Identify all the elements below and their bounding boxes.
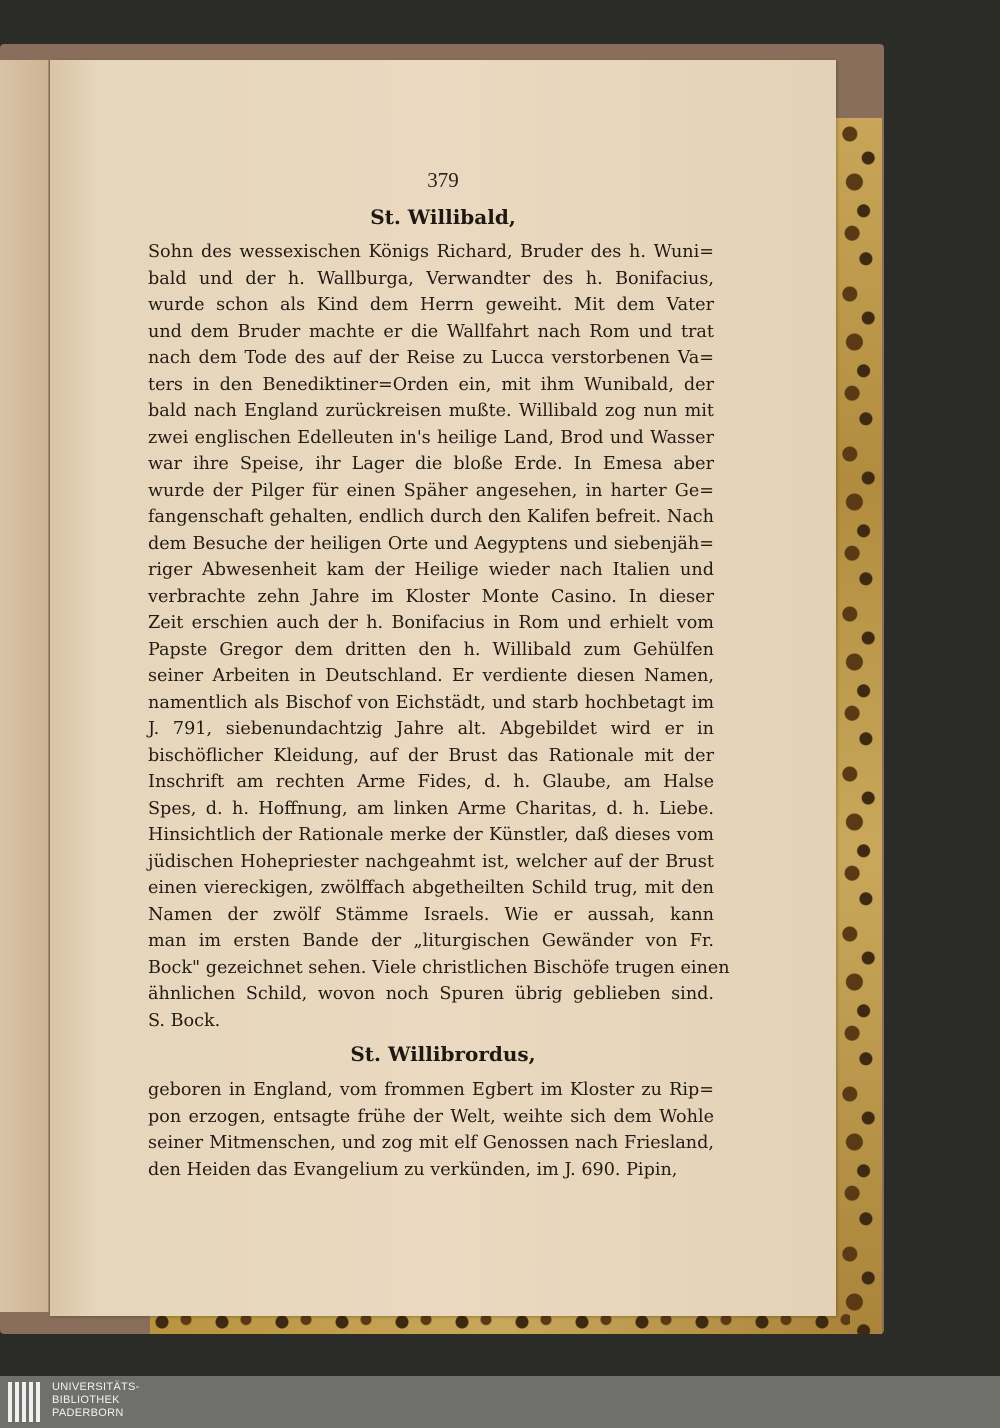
book-page: [50, 60, 836, 1316]
text-line: ähnlichen Schild, wovon noch Spuren übrig geblieben sind.: [148, 984, 714, 1004]
text-line: geboren in England, vom frommen Egbert im Kloster zu Rip=: [148, 1080, 714, 1100]
library-footer: [0, 1376, 1000, 1428]
text-line: den Heiden das Evangelium zu verkünden, im J. 690. Pipin,: [148, 1159, 678, 1180]
text-line: bald nach England zurückreisen mußte. Willibald zog nun mit: [148, 401, 714, 421]
text-line: einen viereckigen, zwölffach abgetheilten Schild trug, mit den: [148, 878, 714, 898]
section-heading-willibald: St. Willibald,: [370, 205, 516, 229]
text-line: pon erzogen, entsagte frühe der Welt, weihte sich dem Wohle: [148, 1106, 714, 1127]
library-logo-icon: [8, 1382, 44, 1422]
text-line: zwei englischen Edelleuten in's heilige Land, Brod und Wasser: [148, 427, 714, 448]
library-name-line-2: BIBLIOTHEK: [52, 1394, 120, 1406]
text-line: Zeit erschien auch der h. Bonifacius in Rom und erhielt vom: [148, 613, 714, 633]
library-name: [52, 1381, 140, 1420]
text-line: war ihre Speise, ihr Lager die bloße Erde. In Emesa aber: [148, 454, 714, 474]
text-line: Sohn des wessexischen Königs Richard, Bruder des h. Wuni=: [148, 242, 714, 262]
text-line: Spes, d. h. Hoffnung, am linken Arme Charitas, d. h. Liebe.: [148, 798, 714, 819]
page-number: 379: [427, 168, 459, 192]
text-line: wurde schon als Kind dem Herrn geweiht. Mit dem Vater: [148, 295, 714, 315]
text-line: verbrachte zehn Jahre im Kloster Monte Casino. In dieser: [148, 586, 714, 607]
text-line: J. 791, siebenundachtzig Jahre alt. Abgebildet wird er in: [148, 719, 714, 739]
text-line: seiner Arbeiten in Deutschland. Er verdiente diesen Namen,: [148, 666, 714, 686]
previous-page-edge: [0, 60, 49, 1312]
text-line: seiner Mitmenschen, und zog mit elf Genossen nach Friesland,: [148, 1133, 714, 1153]
section-text-willibrordus: [148, 1077, 714, 1183]
marbled-edge-right: [836, 118, 882, 1334]
text-line: Inschrift am rechten Arme Fides, d. h. Glaube, am Halse: [148, 772, 714, 792]
section-text-willibald: [148, 239, 730, 1034]
text-line: fangenschaft gehalten, endlich durch den Kalifen befreit. Nach: [148, 507, 714, 527]
text-line: wurde der Pilger für einen Späher angesehen, in harter Ge=: [148, 480, 714, 501]
text-line: ters in den Benediktiner=Orden ein, mit ihm Wunibald, der: [148, 374, 714, 395]
text-line: dem Besuche der heiligen Orte und Aegyptens und siebenjäh=: [148, 533, 714, 554]
text-line: man im ersten Bande der „liturgischen Gewänder von Fr.: [148, 931, 714, 951]
section-heading-willibrordus: St. Willibrordus,: [350, 1042, 536, 1066]
text-line: und dem Bruder machte er die Wallfahrt nach Rom und trat: [148, 321, 714, 342]
text-line: namentlich als Bischof von Eichstädt, und starb hochbetagt im: [148, 692, 714, 713]
text-line: Hinsichtlich der Rationale merke der Künstler, daß dieses vom: [148, 825, 714, 845]
text-line: Bock" gezeichnet sehen. Viele christlichen Bischöfe trugen einen: [148, 957, 730, 978]
text-line: S. Bock.: [148, 1010, 221, 1031]
text-line: nach dem Tode des auf der Reise zu Lucca verstorbenen Va=: [148, 348, 714, 368]
text-line: Namen der zwölf Stämme Israels. Wie er aussah, kann: [148, 904, 714, 925]
text-line: jüdischen Hohepriester nachgeahmt ist, welcher auf der Brust: [148, 851, 714, 872]
library-name-line-1: UNIVERSITÄTS-: [52, 1381, 140, 1393]
text-line: riger Abwesenheit kam der Heilige wieder nach Italien und: [148, 560, 714, 580]
text-line: Papste Gregor dem dritten den h. Willibald zum Gehülfen: [148, 639, 714, 660]
text-line: bald und der h. Wallburga, Verwandter des h. Bonifacius,: [148, 268, 714, 289]
library-name-line-3: PADERBORN: [52, 1407, 124, 1419]
text-line: bischöflicher Kleidung, auf der Brust das Rationale mit der: [148, 745, 714, 766]
